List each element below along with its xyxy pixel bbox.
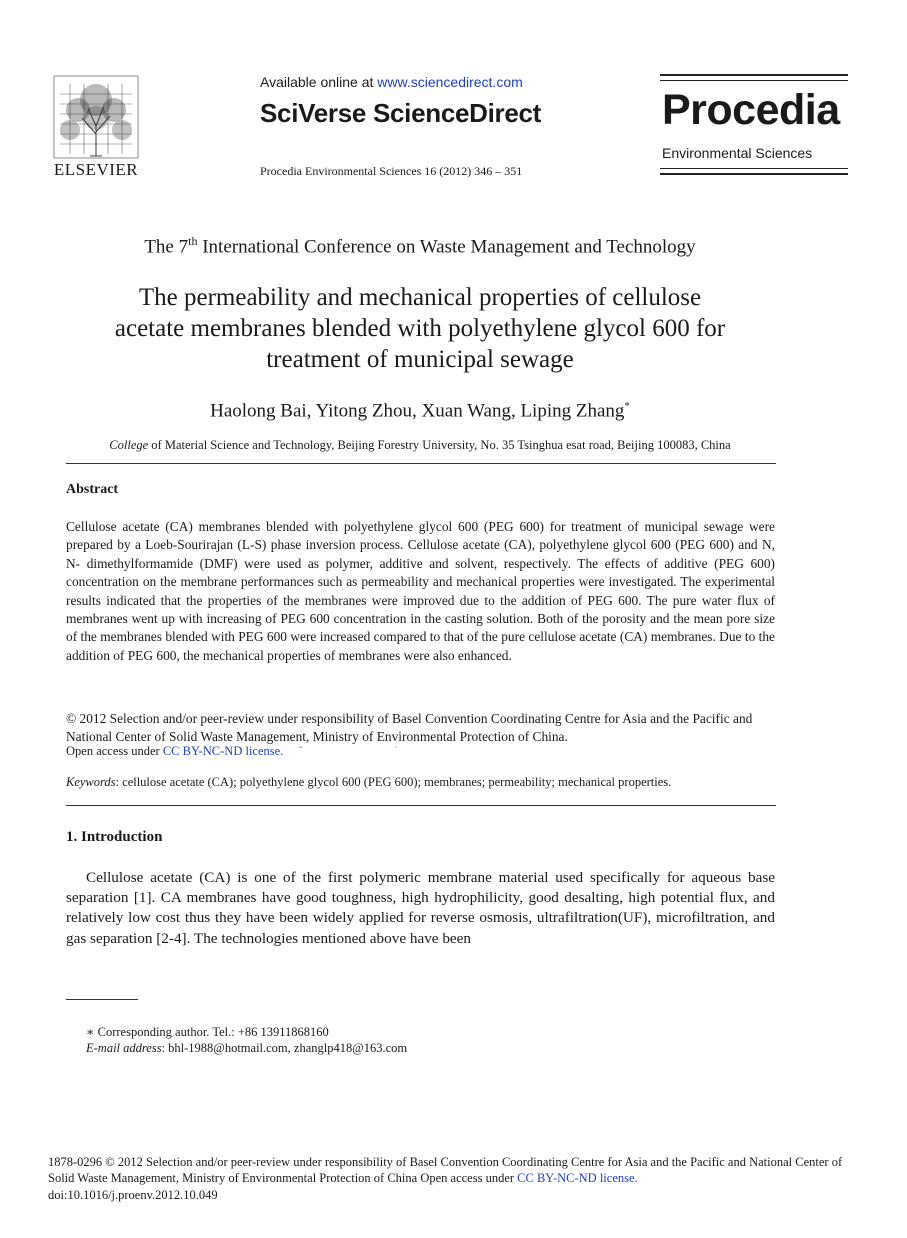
open-access-prefix: Open access under — [66, 744, 163, 758]
procedia-top-rule-thin — [660, 80, 848, 81]
email-addresses[interactable]: : bhl-1988@hotmail.com, zhanglp418@163.com — [161, 1041, 408, 1055]
corresponding-author-mark[interactable]: * — [624, 400, 630, 412]
corresponding-author-text: Corresponding author. Tel.: +86 13911868160 — [94, 1025, 329, 1039]
mark-glyph: ˜ — [298, 744, 303, 758]
title-line: acetate membranes blended with polyethylene glycol 600 for — [114, 315, 726, 342]
procedia-top-rule — [660, 74, 848, 76]
procedia-wordmark: Procedia — [662, 86, 840, 134]
page-footer — [48, 1154, 858, 1203]
conference-name: International Conference on Waste Management and Technology — [197, 236, 696, 258]
footer-copyright — [48, 1154, 858, 1187]
footer-license-link[interactable]: CC BY-NC-ND license. — [517, 1171, 638, 1186]
mark-glyph: ˈ — [393, 744, 398, 758]
footnote-corresponding — [86, 1024, 329, 1040]
section-heading-introduction: 1. Introduction — [66, 829, 163, 845]
doi[interactable]: doi:10.1016/j.proenv.2012.10.049 — [48, 1187, 218, 1202]
copyright-notice: © 2012 Selection and/or peer-review under responsibility of Basel Convention Coordinating Centre for Asia and the Pacific and National Center of Solid Waste Management, Ministry of Environmental Protection of China. — [66, 711, 753, 744]
open-access-line — [66, 744, 398, 759]
divider — [66, 463, 776, 464]
author-list — [0, 400, 840, 422]
available-prefix: Available online at — [260, 74, 378, 90]
procedia-logo — [660, 74, 848, 178]
footnote-mark: ∗ — [86, 1025, 95, 1039]
license-link[interactable]: CC BY-NC-ND license. — [162, 744, 284, 758]
paper-title — [60, 282, 780, 375]
title-line: treatment of municipal sewage — [266, 346, 574, 373]
introduction-body: Cellulose acetate (CA) is one of the first polymeric membrane material used specifically for aqueous base separation [1]. CA membranes have good toughness, high hydrophilicity, good desalting, high potential flux, and relatively low cost thus they have been widely applied for reverse osmosis, ultrafiltration(UF), microfiltration, and gas separation [2-4]. The technologies mentioned above have been — [66, 869, 775, 947]
conference-line — [0, 234, 840, 258]
available-online-line — [260, 74, 523, 90]
title-line: The permeability and mechanical properties of cellulose — [138, 284, 702, 311]
conference-superscript: th — [188, 234, 198, 248]
affiliation-text: of Material Science and Technology, Beijing Forestry University, No. 35 Tsinghua esat road, Beijing 100083, China — [148, 438, 731, 452]
procedia-bottom-rule-thin — [660, 168, 848, 169]
procedia-subtitle: Environmental Sciences — [662, 145, 813, 161]
footnote-rule — [66, 999, 138, 1000]
keywords-label: Keywords — [66, 775, 116, 789]
abstract-heading: Abstract — [66, 482, 119, 497]
footnote-email — [86, 1041, 407, 1056]
sciverse-sciencedirect-logo: SciVerse ScienceDirect — [260, 98, 542, 128]
keywords-line — [66, 775, 671, 790]
affiliation — [40, 438, 800, 453]
procedia-bottom-rule — [660, 173, 848, 175]
keywords-text: : cellulose acetate (CA); polyethylene glycol 600 (PEG 600); membranes; permeability; mechanical properties. — [115, 775, 672, 789]
footer-copyright-text: 1878-0296 © 2012 Selection and/or peer-review under responsibility of Basel Convention Coordinating Centre for Asia and the Pacific and National Center of Solid Waste Management, Ministry of Environmental Protection of China — [48, 1155, 843, 1186]
elsevier-wordmark: ELSEVIER — [53, 160, 139, 179]
authors: Haolong Bai, Yitong Zhou, Xuan Wang, Liping Zhang — [210, 400, 625, 422]
sciencedirect-link[interactable]: www.sciencedirect.com — [377, 74, 523, 90]
email-label: E-mail address — [86, 1041, 162, 1055]
footer-open-access-prefix: Open access under — [420, 1171, 518, 1186]
abstract-body: Cellulose acetate (CA) membranes blended with polyethylene glycol 600 (PEG 600) for treatment of municipal sewage were prepared by a Loeb-Sourirajan (L-S) phase inversion process. Cellulose acetate (CA), polyethylene glycol 600 (PEG 600) and N, N- dimethylformamide (DMF) were used as polymer, additive and solvent, respectively. The effects of additive (PEG 600) concentration on the membrane performances such as permeability and mechanical properties were investigated. The experimental results indicated that the properties of the membranes were improved due to the addition of PEG 600. The pure water flux of membranes went up with increasing of PEG 600 concentration in the casting solution. Both of the porosity and the mean pore size of the membranes blended with PEG 600 were increased compared to that of the pure cellulose acetate (CA) membranes. Due to the addition of PEG 600, the mechanical properties of membranes were also enhanced. — [66, 519, 775, 663]
divider — [66, 805, 776, 806]
journal-reference: Procedia Environmental Sciences 16 (2012) 346 – 351 — [260, 164, 523, 178]
affiliation-italic: College — [109, 438, 149, 452]
conference-prefix: The 7 — [144, 236, 189, 258]
